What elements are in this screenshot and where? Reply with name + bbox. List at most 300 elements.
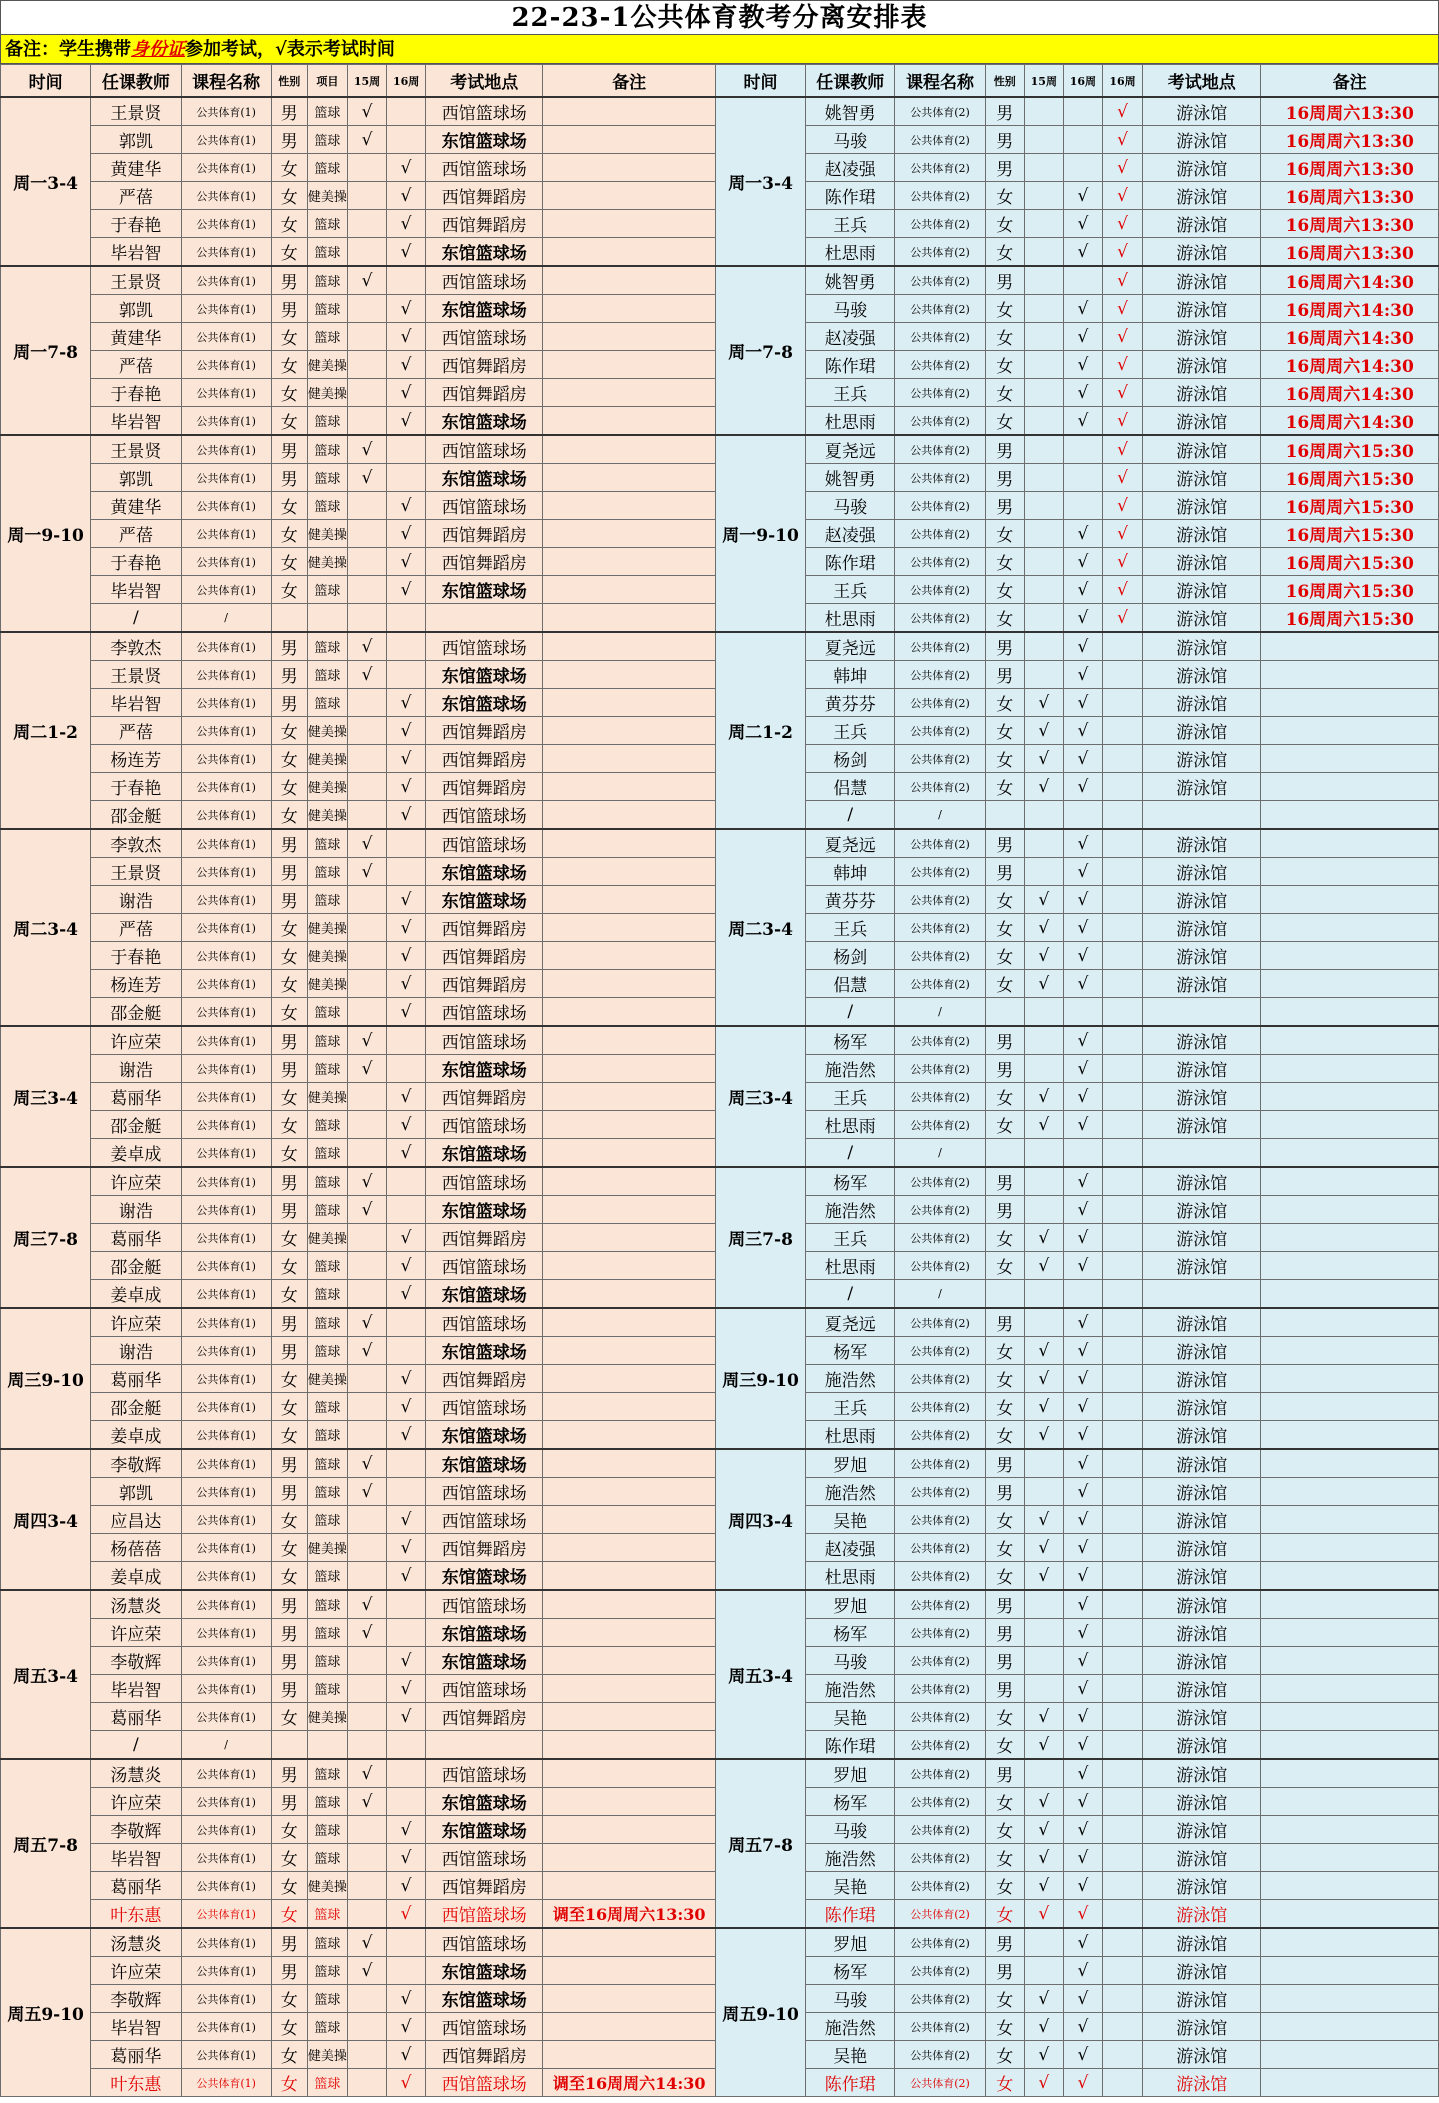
gender: 男 (985, 154, 1024, 182)
week16-check: √ (387, 407, 426, 436)
week16-check: √ (1063, 1844, 1102, 1872)
gender: 女 (985, 1985, 1024, 2013)
remark (1261, 914, 1439, 942)
week15-check (1024, 576, 1063, 604)
sport-item: 篮球 (307, 1562, 347, 1591)
course-name: 公共体育(2) (895, 210, 985, 238)
exam-location: 游泳馆 (1143, 1421, 1261, 1450)
week15-check (1024, 1478, 1063, 1506)
teacher-name: 王兵 (806, 576, 895, 604)
exam-location: 西馆舞蹈房 (426, 717, 543, 745)
week16-check: √ (387, 1365, 426, 1393)
week16-check: √ (1063, 1167, 1102, 1196)
gender: 男 (985, 464, 1024, 492)
week15-check (347, 1985, 386, 2013)
exam-location: 游泳馆 (1143, 1534, 1261, 1562)
remark (1261, 1083, 1439, 1111)
course-name: 公共体育(2) (895, 1844, 985, 1872)
exam-location: 西馆舞蹈房 (426, 1534, 543, 1562)
sport-item: 健美操 (307, 1703, 347, 1731)
week16-saturday-check (1102, 1280, 1142, 1309)
week16-saturday-check (1102, 689, 1142, 717)
remark (543, 1308, 715, 1337)
week16-check (1063, 1280, 1102, 1309)
course-name: 公共体育(2) (895, 1703, 985, 1731)
remark (1261, 1957, 1439, 1985)
remark (543, 1534, 715, 1562)
week16-check: √ (387, 576, 426, 604)
teacher-name: 毕岩智 (91, 1675, 181, 1703)
exam-location (426, 1731, 543, 1760)
remark (543, 1196, 715, 1224)
week15-check: √ (347, 266, 386, 295)
time-slot-left: 周三3-4 (1, 1026, 91, 1167)
week16-check: √ (1063, 1759, 1102, 1788)
week16-saturday-check: √ (1102, 238, 1142, 267)
week16-check (387, 464, 426, 492)
exam-location: 东馆篮球场 (426, 1985, 543, 2013)
exam-location: 西馆篮球场 (426, 1111, 543, 1139)
sport-item: 篮球 (307, 295, 347, 323)
remark (1261, 1506, 1439, 1534)
teacher-name: 于春艳 (91, 773, 181, 801)
course-name: 公共体育(1) (181, 464, 271, 492)
week15-check: √ (347, 829, 386, 858)
week15-check (347, 1816, 386, 1844)
remark (543, 1421, 715, 1450)
teacher-name: 谢浩 (91, 1337, 181, 1365)
week16-saturday-check (1102, 1506, 1142, 1534)
course-name: 公共体育(2) (895, 2041, 985, 2069)
sport-item: 篮球 (307, 210, 347, 238)
exam-location: 游泳馆 (1143, 1788, 1261, 1816)
teacher-name: 马骏 (806, 295, 895, 323)
teacher-name: 马骏 (806, 492, 895, 520)
week16-check: √ (1063, 1590, 1102, 1619)
sport-item: 篮球 (307, 661, 347, 689)
week16-saturday-check (1102, 1647, 1142, 1675)
week16-check: √ (387, 182, 426, 210)
sport-item: 健美操 (307, 1365, 347, 1393)
course-name: 公共体育(2) (895, 1449, 985, 1478)
week15-check (347, 1562, 386, 1591)
remark: 16周周六14:30 (1261, 379, 1439, 407)
course-name: 公共体育(1) (181, 1816, 271, 1844)
remark (1261, 632, 1439, 661)
gender: 男 (271, 1928, 307, 1957)
course-name: 公共体育(2) (895, 745, 985, 773)
week15-check (347, 351, 386, 379)
week15-check (347, 1703, 386, 1731)
remark (543, 182, 715, 210)
sport-item: 篮球 (307, 689, 347, 717)
remark (1261, 1449, 1439, 1478)
course-name: 公共体育(1) (181, 1139, 271, 1168)
week16-check: √ (1063, 2041, 1102, 2069)
week15-check (347, 942, 386, 970)
week16-check (387, 1167, 426, 1196)
header-right-remark: 备注 (1261, 65, 1439, 98)
sport-item: 篮球 (307, 435, 347, 464)
header-left-week15: 15周 (347, 65, 386, 98)
gender: 男 (271, 1337, 307, 1365)
course-name: 公共体育(2) (895, 886, 985, 914)
remark (1261, 1111, 1439, 1139)
gender: 女 (271, 773, 307, 801)
sport-item: 健美操 (307, 1534, 347, 1562)
course-name: 公共体育(2) (895, 182, 985, 210)
week16-check: √ (1063, 548, 1102, 576)
week16-check: √ (1063, 295, 1102, 323)
teacher-name: 杜思雨 (806, 1252, 895, 1280)
week16-check (387, 1957, 426, 1985)
week15-check: √ (347, 1928, 386, 1957)
remark (543, 1280, 715, 1309)
teacher-name: 陈作珺 (806, 182, 895, 210)
sport-item: 健美操 (307, 2041, 347, 2069)
week16-check: √ (1063, 632, 1102, 661)
exam-location: 东馆篮球场 (426, 1449, 543, 1478)
week16-check: √ (1063, 661, 1102, 689)
sport-item: 健美操 (307, 182, 347, 210)
sport-item: 篮球 (307, 632, 347, 661)
course-name: 公共体育(1) (181, 1703, 271, 1731)
sport-item: 篮球 (307, 1393, 347, 1421)
remark (1261, 858, 1439, 886)
exam-location: 西馆舞蹈房 (426, 210, 543, 238)
week16-check: √ (1063, 182, 1102, 210)
remark (1261, 1731, 1439, 1760)
exam-location: 游泳馆 (1143, 914, 1261, 942)
course-name: 公共体育(2) (895, 295, 985, 323)
course-name: 公共体育(2) (895, 1393, 985, 1421)
week15-check (347, 1139, 386, 1168)
week16-check: √ (1063, 1196, 1102, 1224)
week15-check: √ (347, 1449, 386, 1478)
week16-check: √ (387, 210, 426, 238)
week16-saturday-check (1102, 914, 1142, 942)
gender: 女 (985, 323, 1024, 351)
gender: 男 (985, 1957, 1024, 1985)
sport-item: 篮球 (307, 829, 347, 858)
sport-item: 健美操 (307, 914, 347, 942)
course-name: / (895, 1139, 985, 1168)
teacher-name: 于春艳 (91, 942, 181, 970)
sport-item: 篮球 (307, 1252, 347, 1280)
sport-item: 篮球 (307, 1985, 347, 2013)
week16-check (387, 1196, 426, 1224)
course-name: 公共体育(2) (895, 435, 985, 464)
course-name: / (181, 604, 271, 633)
week16-saturday-check: √ (1102, 520, 1142, 548)
week16-saturday-check (1102, 1365, 1142, 1393)
teacher-name: 赵凌强 (806, 520, 895, 548)
sport-item: 篮球 (307, 154, 347, 182)
teacher-name: 夏尧远 (806, 435, 895, 464)
gender: 男 (985, 1647, 1024, 1675)
gender: 男 (271, 1957, 307, 1985)
exam-location: 西馆篮球场 (426, 1759, 543, 1788)
remark (543, 1731, 715, 1760)
gender: 男 (271, 886, 307, 914)
gender: 男 (271, 632, 307, 661)
week16-check: √ (387, 1900, 426, 1929)
remark (1261, 2069, 1439, 2097)
teacher-name: 王兵 (806, 1224, 895, 1252)
exam-location: 东馆篮球场 (426, 1816, 543, 1844)
header-left-sport: 项目 (307, 65, 347, 98)
sport-item: 篮球 (307, 1478, 347, 1506)
remark (543, 295, 715, 323)
teacher-name: 施浩然 (806, 1675, 895, 1703)
course-name: 公共体育(2) (895, 942, 985, 970)
teacher-name: 王兵 (806, 1393, 895, 1421)
week15-check (1024, 548, 1063, 576)
course-name: 公共体育(1) (181, 2013, 271, 2041)
teacher-name: 许应荣 (91, 1167, 181, 1196)
week16-check: √ (387, 970, 426, 998)
week16-check: √ (387, 1816, 426, 1844)
remark (1261, 1308, 1439, 1337)
remark (543, 1478, 715, 1506)
week15-check (347, 1111, 386, 1139)
remark (543, 435, 715, 464)
gender: 男 (985, 1167, 1024, 1196)
table-row (1, 435, 1439, 464)
gender: 女 (271, 1421, 307, 1450)
remark: 16周周六15:30 (1261, 464, 1439, 492)
sport-item: 健美操 (307, 942, 347, 970)
week15-check: √ (1024, 1731, 1063, 1760)
week15-check: √ (347, 126, 386, 154)
week16-saturday-check (1102, 1196, 1142, 1224)
week16-check: √ (1063, 1026, 1102, 1055)
teacher-name: 于春艳 (91, 210, 181, 238)
teacher-name: 李敬辉 (91, 1816, 181, 1844)
week15-check: √ (347, 1957, 386, 1985)
week15-check (1024, 604, 1063, 633)
remark (543, 576, 715, 604)
week15-check: √ (1024, 1252, 1063, 1280)
week15-check (347, 210, 386, 238)
course-name: 公共体育(1) (181, 1562, 271, 1591)
remark (543, 1703, 715, 1731)
week16-saturday-check (1102, 1421, 1142, 1450)
gender: 女 (271, 2041, 307, 2069)
gender: 女 (271, 492, 307, 520)
teacher-name: 陈作珺 (806, 2069, 895, 2097)
course-name: 公共体育(1) (181, 379, 271, 407)
teacher-name: 王兵 (806, 210, 895, 238)
gender: 女 (271, 154, 307, 182)
course-name: / (895, 998, 985, 1027)
week15-check: √ (1024, 1534, 1063, 1562)
sport-item: 健美操 (307, 520, 347, 548)
gender: 女 (985, 2069, 1024, 2097)
gender: 女 (985, 1703, 1024, 1731)
exam-location: 游泳馆 (1143, 1365, 1261, 1393)
teacher-name: 郭凯 (91, 126, 181, 154)
week16-check: √ (1063, 1252, 1102, 1280)
gender: 男 (985, 1759, 1024, 1788)
week16-saturday-check (1102, 1139, 1142, 1168)
course-name: 公共体育(2) (895, 1788, 985, 1816)
week15-check: √ (1024, 1872, 1063, 1900)
course-name: 公共体育(2) (895, 1506, 985, 1534)
week15-check: √ (1024, 1111, 1063, 1139)
course-name: 公共体育(2) (895, 2069, 985, 2097)
exam-location: 游泳馆 (1143, 576, 1261, 604)
week15-check: √ (1024, 745, 1063, 773)
week15-check (347, 1647, 386, 1675)
week16-saturday-check (1102, 1619, 1142, 1647)
course-name: 公共体育(2) (895, 604, 985, 633)
teacher-name: 王景贤 (91, 435, 181, 464)
course-name: 公共体育(2) (895, 464, 985, 492)
remark (543, 1872, 715, 1900)
course-name: 公共体育(2) (895, 1167, 985, 1196)
week16-check: √ (387, 1703, 426, 1731)
remark (543, 520, 715, 548)
exam-location: 西馆舞蹈房 (426, 520, 543, 548)
remark (543, 1111, 715, 1139)
exam-location: 游泳馆 (1143, 1224, 1261, 1252)
week16-check: √ (1063, 689, 1102, 717)
week16-check: √ (1063, 1224, 1102, 1252)
remark (1261, 1337, 1439, 1365)
week16-saturday-check (1102, 998, 1142, 1027)
gender: 女 (271, 323, 307, 351)
week16-check: √ (387, 238, 426, 267)
teacher-name: 杨军 (806, 1026, 895, 1055)
week16-check: √ (387, 492, 426, 520)
exam-location: 游泳馆 (1143, 1506, 1261, 1534)
week15-check (347, 154, 386, 182)
teacher-name: 施浩然 (806, 1478, 895, 1506)
course-name: 公共体育(1) (181, 238, 271, 267)
teacher-name: 李敬辉 (91, 1985, 181, 2013)
week16-saturday-check (1102, 1816, 1142, 1844)
teacher-name: 施浩然 (806, 1055, 895, 1083)
sport-item: 篮球 (307, 1928, 347, 1957)
remark (1261, 1139, 1439, 1168)
exam-location: 西馆篮球场 (426, 1252, 543, 1280)
teacher-name: 毕岩智 (91, 238, 181, 267)
week16-check: √ (387, 1844, 426, 1872)
week15-check (347, 1731, 386, 1760)
week16-saturday-check: √ (1102, 351, 1142, 379)
week16-saturday-check (1102, 1590, 1142, 1619)
exam-location: 游泳馆 (1143, 379, 1261, 407)
gender: 女 (271, 351, 307, 379)
teacher-name: 谢浩 (91, 886, 181, 914)
teacher-name: 李敦杰 (91, 632, 181, 661)
week15-check: √ (347, 1759, 386, 1788)
page-title: 22-23-1公共体育教考分离安排表 (0, 0, 1439, 34)
gender: 男 (271, 266, 307, 295)
teacher-name: 葛丽华 (91, 1703, 181, 1731)
course-name: 公共体育(2) (895, 1675, 985, 1703)
teacher-name: 邵金艇 (91, 1111, 181, 1139)
remark (1261, 1365, 1439, 1393)
course-name: 公共体育(2) (895, 1365, 985, 1393)
exam-location: 西馆篮球场 (426, 2013, 543, 2041)
gender: 女 (985, 1506, 1024, 1534)
remark: 调至16周周六14:30 (543, 2069, 715, 2097)
teacher-name: 毕岩智 (91, 1844, 181, 1872)
remark (1261, 998, 1439, 1027)
table-row (1, 1590, 1439, 1619)
exam-location: 东馆篮球场 (426, 858, 543, 886)
sport-item: 健美操 (307, 1872, 347, 1900)
week16-check: √ (387, 1675, 426, 1703)
header-row (1, 65, 1439, 98)
gender: 男 (271, 858, 307, 886)
week16-check: √ (1063, 1675, 1102, 1703)
teacher-name: 陈作珺 (806, 548, 895, 576)
teacher-name: 王景贤 (91, 266, 181, 295)
gender: 女 (271, 1224, 307, 1252)
week16-check: √ (1063, 2069, 1102, 2097)
teacher-name: 许应荣 (91, 1619, 181, 1647)
exam-location: 游泳馆 (1143, 182, 1261, 210)
teacher-name: 韩坤 (806, 858, 895, 886)
remark (543, 942, 715, 970)
week16-check: √ (1063, 1703, 1102, 1731)
gender: 女 (985, 604, 1024, 633)
week16-check (1063, 801, 1102, 830)
week16-check (387, 1449, 426, 1478)
course-name: 公共体育(2) (895, 1308, 985, 1337)
sport-item: 篮球 (307, 266, 347, 295)
teacher-name: 毕岩智 (91, 576, 181, 604)
teacher-name: 葛丽华 (91, 1224, 181, 1252)
course-name: 公共体育(1) (181, 1421, 271, 1450)
course-name: 公共体育(1) (181, 1365, 271, 1393)
week15-check: √ (1024, 1506, 1063, 1534)
week16-check: √ (387, 351, 426, 379)
week15-check: √ (347, 1619, 386, 1647)
remark (1261, 1619, 1439, 1647)
teacher-name: 杨剑 (806, 942, 895, 970)
gender: 男 (271, 1308, 307, 1337)
table-row (1, 1928, 1439, 1957)
course-name: 公共体育(1) (181, 295, 271, 323)
week15-check (1024, 1308, 1063, 1337)
course-name: 公共体育(1) (181, 1985, 271, 2013)
remark (1261, 1196, 1439, 1224)
week16-saturday-check (1102, 858, 1142, 886)
header-left-remark: 备注 (543, 65, 715, 98)
week16-saturday-check: √ (1102, 379, 1142, 407)
course-name: 公共体育(2) (895, 520, 985, 548)
gender: 男 (271, 1449, 307, 1478)
gender: 女 (271, 745, 307, 773)
teacher-name: 施浩然 (806, 1196, 895, 1224)
teacher-name: 葛丽华 (91, 1365, 181, 1393)
week15-check (1024, 154, 1063, 182)
course-name: 公共体育(2) (895, 1731, 985, 1760)
remark (1261, 942, 1439, 970)
week16-saturday-check: √ (1102, 604, 1142, 633)
remark (1261, 1675, 1439, 1703)
week15-check: √ (1024, 1421, 1063, 1450)
exam-location: 游泳馆 (1143, 604, 1261, 633)
teacher-name: 姜卓成 (91, 1139, 181, 1168)
teacher-name: 毕岩智 (91, 689, 181, 717)
course-name: 公共体育(2) (895, 970, 985, 998)
exam-location: 西馆篮球场 (426, 998, 543, 1027)
